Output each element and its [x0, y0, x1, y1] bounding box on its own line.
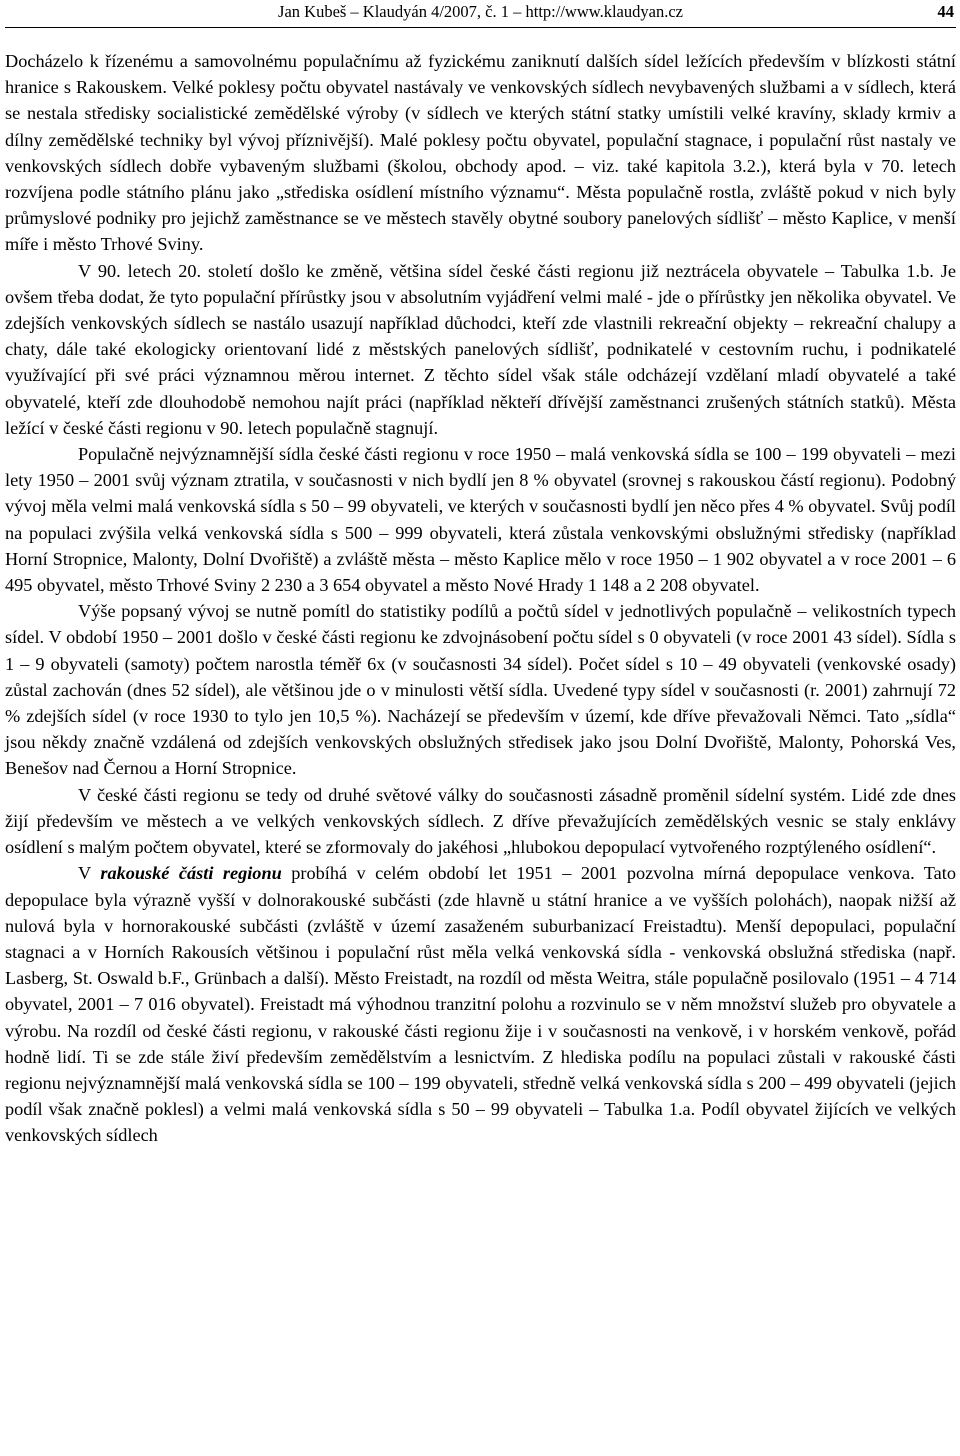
header-rule — [5, 27, 956, 28]
paragraph: Populačně nejvýznamnější sídla české části regionu v roce 1950 – malá venkovská sídla se 100 – 199 obyvateli – mezi lety 1950 – 2001 svůj význam ztratila, v současnosti v nich bydlí jen 8 % obyvatel (srovnej s rakouskou částí regionu). Podobný vývoj měla velmi malá venkovská sídla s 50 – 99 obyvateli, ve kterých v současnosti bydlí jen něco přes 4 % obyvatel. Svůj podíl na populaci zvýšila velká venkovská sídla s 500 – 999 obyvateli, která zůstala venkovskými obslužnými středisky (například Horní Stropnice, Malonty, Dolní Dvořiště) a zvláště města – město Kaplice mělo v roce 1950 – 1 902 obyvatel a v roce 2001 – 6 495 obyvatel, město Trhové Sviny 2 230 a 3 654 obyvatel a město Nové Hrady 1 148 a 2 208 obyvatel. — [5, 444, 956, 596]
paragraph — [5, 860, 956, 1148]
document-page — [5, 0, 956, 1149]
journal-citation: Jan Kubeš – Klaudyán 4/2007, č. 1 – http://www.klaudyan.cz — [278, 2, 683, 21]
paragraph: V české části regionu se tedy od druhé světové války do současnosti zásadně proměnil sídelní systém. Lidé zde dnes žijí především ve městech a ve velkých venkovských sídlech. Z dříve převažujících zemědělských vesnic se staly enklávy osídlení s malým počtem obyvatel, které se zformovaly do jakéhosi „hlubokou depopulací vytvořeného rozptýleného osídlení“. — [5, 784, 956, 858]
paragraph: Výše popsaný vývoj se nutně pomítl do statistiky podílů a počtů sídel v jednotlivých populačně – velikostních typech sídel. V období 1950 – 2001 došlo v české části regionu ke zdvojnásobení počtu sídel s 0 obyvateli (v roce 2001 43 sídel). Sídla s 1 – 9 obyvateli (samoty) počtem narostla téměř 6x (v současnosti 34 sídel). Počet sídel s 10 – 49 obyvateli (venkovské osady) zůstal zachován (dnes 52 sídel), ale většinou jde o v minulosti větší sídla. Uvedené typy sídel v současnosti (r. 2001) zahrnují 72 % zdejších sídel (v roce 1930 to tylo jen 10,5 %). Nacházejí se především v území, kde dříve převažovali Němci. Tato „sídla“ jsou někdy značně vzdálená od zdejších venkovských obslužných středisek jako jsou Dolní Dvořiště, Malonty, Pohorská Ves, Benešov nad Černou a Horní Stropnice. — [5, 601, 956, 779]
page-number: 44 — [937, 2, 954, 21]
body-text — [5, 48, 956, 1149]
paragraph-lead: V — [78, 863, 101, 884]
running-header — [5, 0, 956, 24]
paragraph: Docházelo k řízenému a samovolnému populačnímu až fyzickému zaniknutí dalších sídel ležících především v blízkosti státní hranice s Rakouskem. Velké poklesy počtu obyvatel nastávaly ve venkovských sídlech nevybavených službami a v sídlech, která se nestala středisky socialistické zemědělské výroby (v sídlech ve kterých státní statky umístili velké kravíny, sklady krmiv a dílny zemědělské techniky byl vývoj příznivější). Malé poklesy počtu obyvatel, populační stagnace, i populační růst nastaly ve venkovských sídlech dobře vybaveným službami (školou, obchody apod. – viz. také kapitola 3.2.), která byla v 70. letech rozvíjena podle státního plánu jako „střediska osídlení místního významu“. Města populačně rostla, zvláště pokud v nich byly průmyslové podniky pro jejichž zaměstnance se ve městech stavěly obytné soubory panelových sídlišť – město Kaplice, v menší míře i město Trhové Sviny. — [5, 51, 956, 255]
paragraph: V 90. letech 20. století došlo ke změně, většina sídel české části regionu již neztrácela obyvatele – Tabulka 1.b. Je ovšem třeba dodat, že tyto populační přírůstky jsou v absolutním vyjádření velmi malé - jde o přírůstky jen několika obyvatel. Ve zdejších venkovských sídlech se nastálo usazují například důchodci, kteří zde vlastnili rekreační objekty – rekreační chalupy a chaty, dále také ekologicky orientovaní lidé z městských panelových sídlišť, podnikatelé v cestovním ruchu, i podnikatelé využívající při své práci významnou měrou internet. Z těchto sídel však stále odcházejí vzdělaní mladí obyvatelé a také obyvatelé, kteří zde dlouhodobě nemohou najít práci (například někteří dřívější zaměstnanci zrušených státních statků). Města ležící v české části regionu v 90. letech populačně stagnují. — [5, 260, 956, 438]
emphasis-phrase: rakouské části regionu — [100, 863, 282, 884]
paragraph-rest: probíhá v celém období let 1951 – 2001 pozvolna mírná depopulace venkova. Tato depopulace byla výrazně vyšší v dolnorakouské subčásti (zde hlavně u státní hranice a ve vyšších polohách), naopak nižší až nulová byla v hornorakouské subčásti (zvláště v území zasaženém suburbanizací Freistadtu). Menší depopulaci, populační stagnaci a v Horních Rakousích většinou i populační růst měla velká venkovská sídla - venkovská obslužná střediska (např. Lasberg, St. Oswald b.F., Grünbach a další). Město Freistadt, na rozdíl od města Weitra, stále populačně posilovalo (1951 – 4 714 obyvatel, 2001 – 7 016 obyvatel). Freistadt má výhodnou tranzitní polohu a rozvinulo se v něm množství služeb pro obyvatele a výrobu. Na rozdíl od české části regionu, v rakouské části regionu žije i v současnosti na venkově, i v horském venkově, pořád hodně lidí. Ti se zde stále živí především zemědělstvím a lesnictvím. Z hlediska podílu na populaci zůstali v rakouské části regionu nejvýznamnější malá venkovská sídla se 100 – 199 obyvateli, středně velká venkovská sídla s 200 – 499 obyvateli (jejich podíl však značně poklesl) a velmi malá venkovská sídla s 50 – 99 obyvateli – Tabulka 1.a. Podíl obyvatel žijících ve velkých venkovských sídlech — [5, 863, 956, 1146]
